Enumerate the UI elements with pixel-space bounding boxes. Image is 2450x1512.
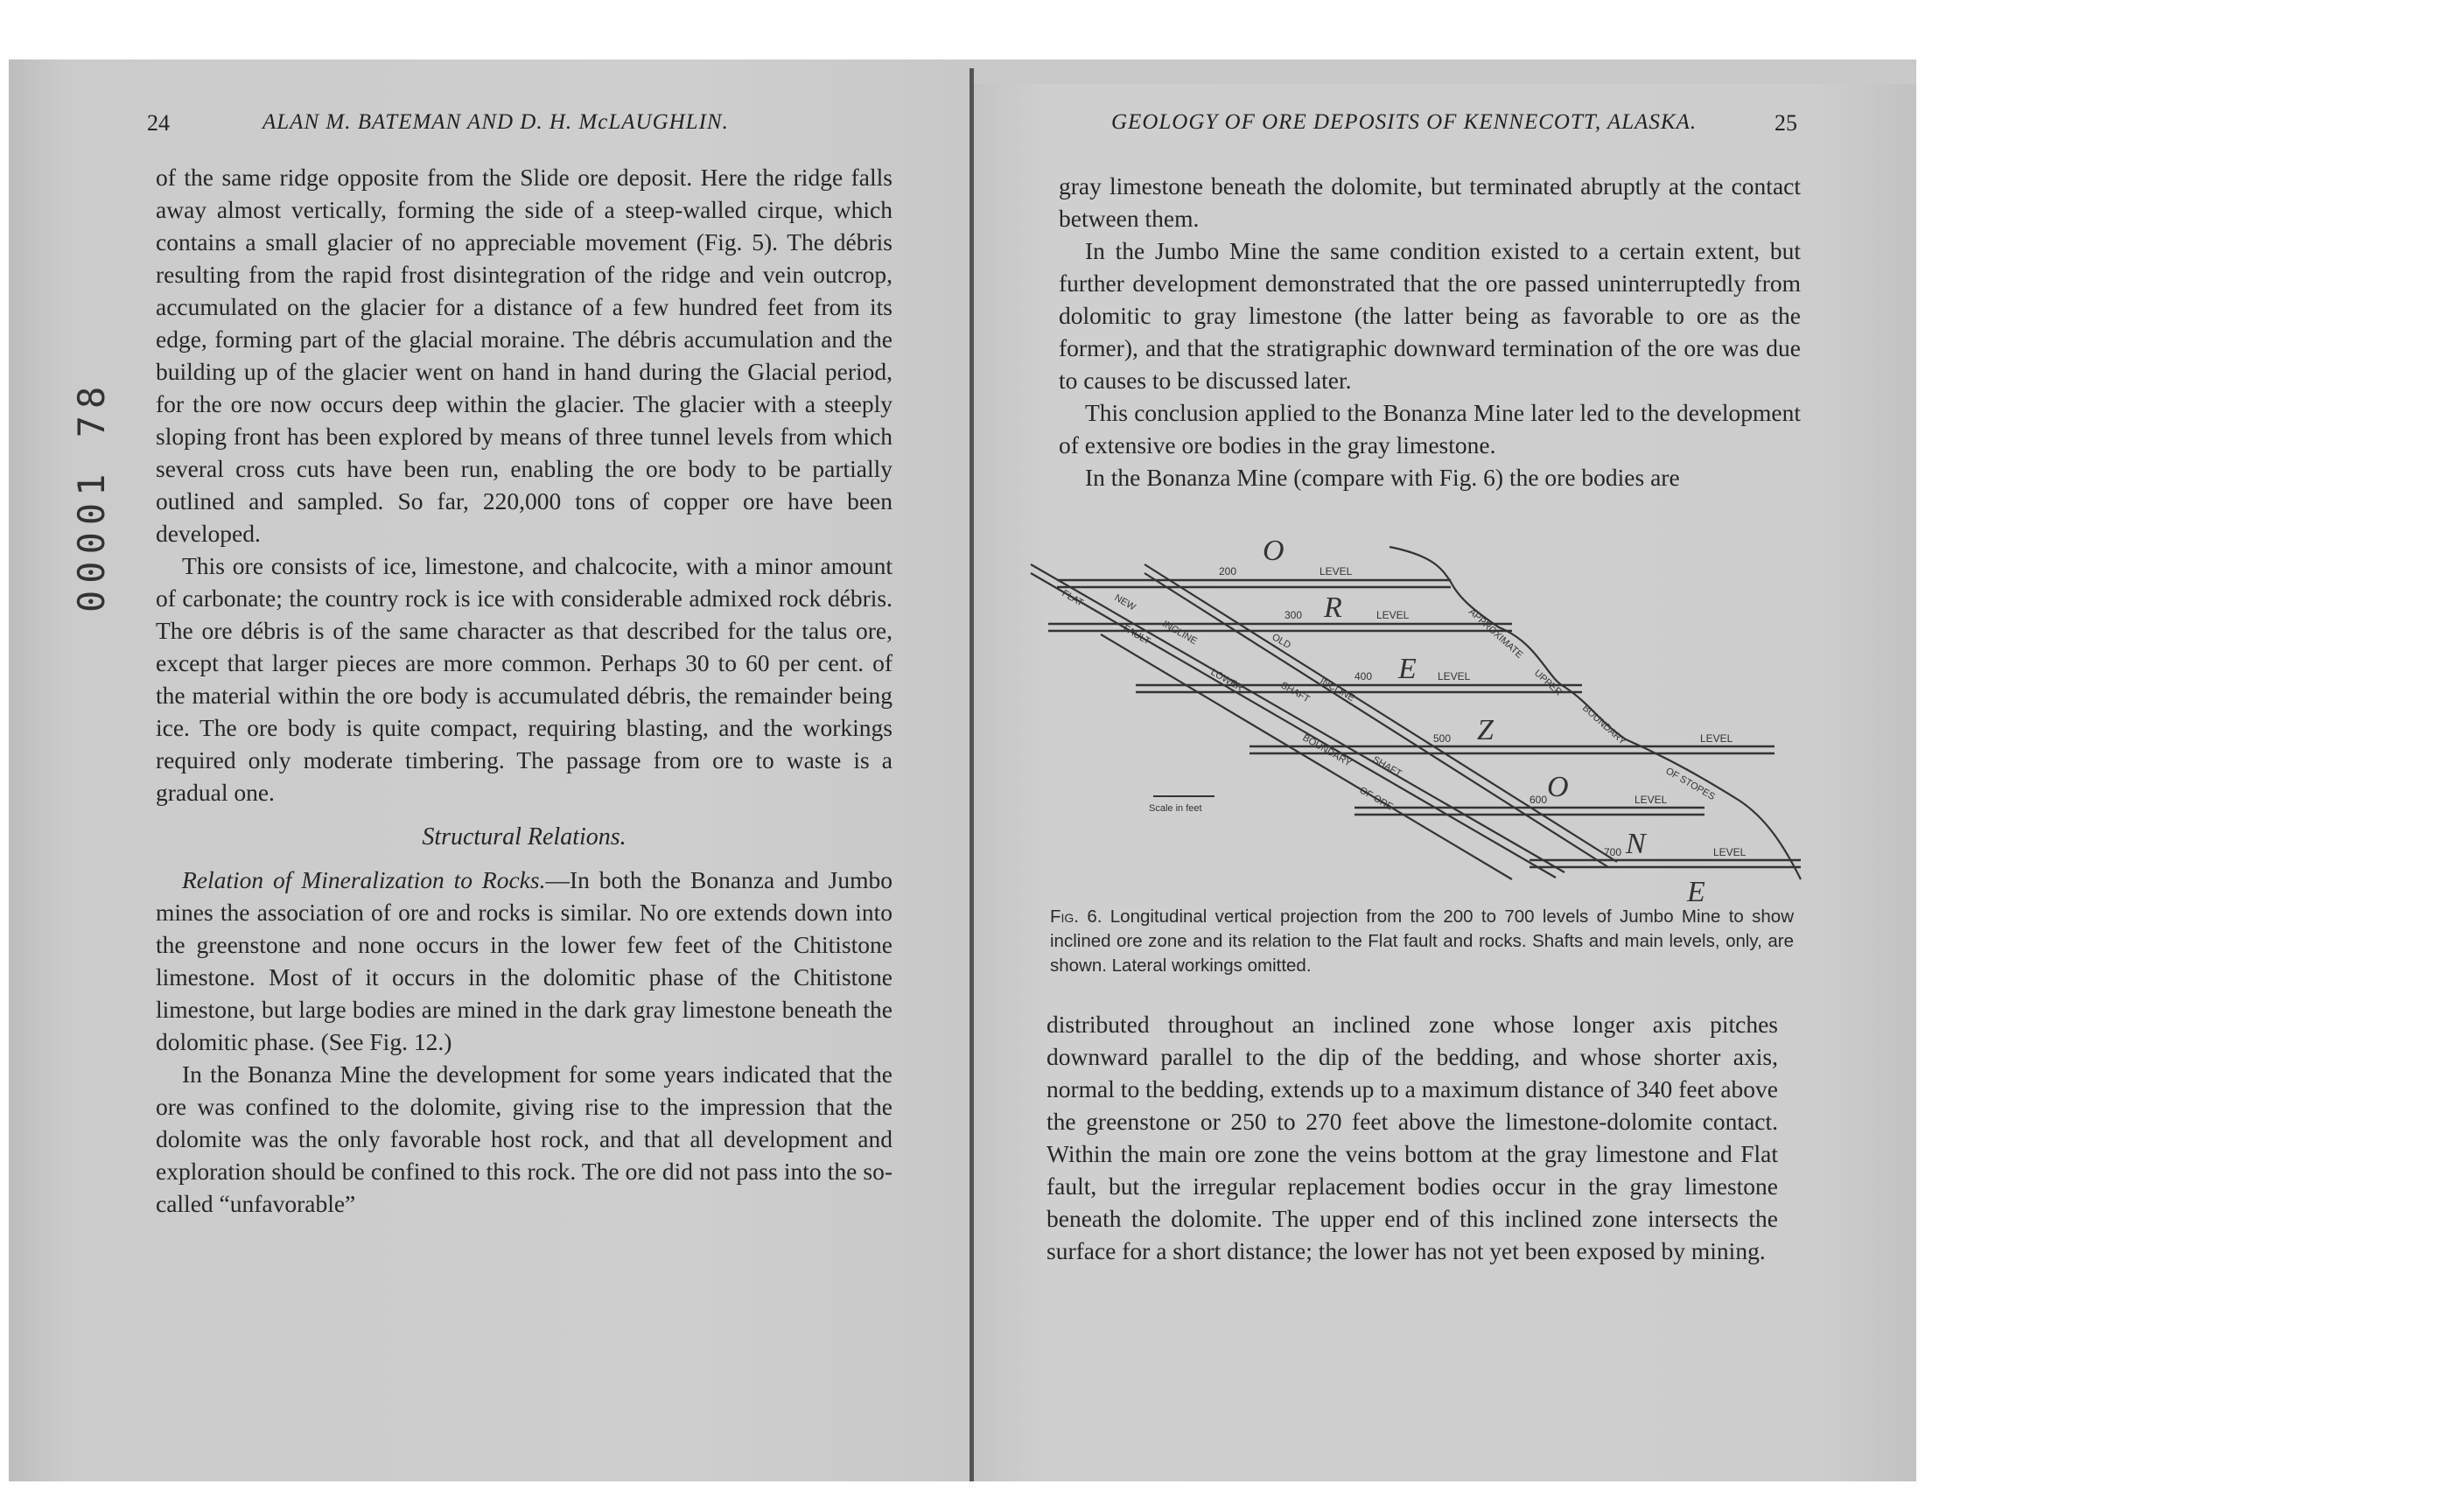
paragraph: In the Jumbo Mine the same condition existed to a certain extent, but further development demonstrated that the ore passed uninterruptedly from dolomitic to gray limestone (the latter being as favorable to ore as the former), and that the stratigraphic downward termination of the ore was due to causes to be discussed later.: [1059, 237, 1801, 394]
incline-label: INCLINE: [1318, 676, 1357, 704]
archive-stamp: 00001 78: [70, 379, 113, 612]
of-ore-label: OF ORE: [1357, 785, 1396, 813]
right-text-column-bottom: [1046, 1008, 1778, 1267]
right-text-column-top: [1059, 170, 1801, 494]
ore-zone-letter: N: [1626, 828, 1646, 860]
ore-zone-letter: Z: [1477, 714, 1494, 746]
figure-6-diagram: [1022, 529, 1818, 906]
paragraph: This ore consists of ice, limestone, and chalcocite, with a minor amount of carbonate; the country rock is ice with considerable admixed rock débris. The ore débris is of the same character as that described for the talus ore, except that larger pieces are more common. Perhaps 30 to 60 per cent. of the material within the ore body is accumulated débris, the remainder being ice. The ore body is quite compact, requiring blasting, and the workings required only moderate timbering. The passage from ore to waste is a gradual one.: [156, 552, 892, 806]
approximate-label: APPROXIMATE: [1466, 606, 1525, 661]
ore-zone-letter: O: [1263, 535, 1284, 567]
paragraph: of the same ridge opposite from the Slide ore deposit. Here the ridge falls away almost vertically, forming the side of a steep-walled cirque, which contains a small glacier of no appreciable movement (Fig. 5). The débris resulting from the rapid frost disintegration of the ridge and vein outcrop, accumulated on the glacier for a distance of a few hundred feet from its edge, forming part of the glacial moraine. The débris accumulation and the building up of the glacier went on hand in hand during the Glacial period, for the ore now occurs deep within the glacier. The glacier with a steeply sloping front has been explored by means of three tunnel levels from which several cross cuts have been run, enabling the ore body to be partially outlined and sampled. So far, 220,000 tons of copper ore have been developed.: [156, 164, 892, 547]
level-word: LEVEL: [1320, 565, 1353, 578]
ore-zone-letter: R: [1324, 592, 1342, 624]
level-word: LEVEL: [1713, 846, 1746, 858]
boundary-label: BOUNDARY: [1579, 703, 1628, 747]
run-in-heading: Relation of Mineralization to Rocks.: [182, 866, 546, 893]
ore-zone-letter: O: [1547, 771, 1569, 803]
level-number: 200: [1219, 565, 1237, 578]
level-word: LEVEL: [1376, 609, 1410, 621]
ore-zone-letters: [1263, 535, 1705, 906]
level-word: LEVEL: [1700, 732, 1733, 745]
level-number: 500: [1433, 732, 1452, 745]
ore-zone-letter: E: [1687, 876, 1705, 906]
incline-label: INCLINE: [1160, 619, 1200, 648]
figure-caption: [1050, 905, 1794, 978]
caption-figure-number: Fig. 6.: [1050, 906, 1102, 927]
ore-zone-letter: E: [1398, 653, 1417, 685]
level-word: LEVEL: [1438, 670, 1471, 682]
paragraph: In the Bonanza Mine the development for some years indicated that the ore was confined to the dolomite, giving rise to the impression that the dolomite was the only favorable host rock, and that all development and exploration should be confined to this rock. The ore did not pass into the so-called “unfavorable”: [156, 1060, 892, 1217]
level-number: 400: [1354, 670, 1373, 682]
right-running-head: GEOLOGY OF ORE DEPOSITS OF KENNECOTT, ALASKA.: [1111, 110, 1698, 134]
paragraph: This conclusion applied to the Bonanza Mine later led to the development of extensive ore bodies in the gray limestone.: [1059, 399, 1801, 458]
shaft-label: SHAFT: [1278, 680, 1312, 705]
paragraph: distributed throughout an inclined zone whose longer axis pitches downward parallel to the dip of the bedding, and whose shorter axis, normal to the bedding, extends up to a maximum distance of 340 feet above the greenstone or 250 to 270 feet above the limestone-dolomite contact. Within the main ore zone the veins bottom at the gray limestone and Flat fault, but the irregular replacement bodies occur in the gray limestone beneath the dolomite. The upper end of this inclined zone intersects the surface for a short distance; the lower has not yet been exposed by mining.: [1046, 1011, 1778, 1264]
book-spine: [970, 68, 974, 1481]
paragraph: gray limestone beneath the dolomite, but terminated abruptly at the contact between them.: [1059, 172, 1801, 232]
scale-bar: [1149, 796, 1214, 814]
upper-label: UPPER: [1531, 668, 1564, 698]
right-page-number: 25: [1774, 110, 1797, 136]
paragraph-text: —In both the Bonanza and Jumbo mines the association of ore and rocks is similar. No ore extends down into the greenstone and none occurs in the lower few feet of the Chitistone limestone. Most of it occurs in the dolomitic phase of the Chitistone limestone, but large bodies are mined in the dark gray limestone beneath the dolomitic phase. (See Fig. 12.): [156, 866, 892, 1055]
diagonal-labels: [1060, 588, 1717, 812]
paragraph: [156, 864, 892, 1058]
scale-label: Scale in feet: [1149, 803, 1202, 814]
new-label: NEW: [1112, 592, 1138, 613]
paragraph: In the Bonanza Mine (compare with Fig. 6) the ore bodies are: [1085, 464, 1680, 491]
lower-label: LOWER: [1208, 667, 1245, 694]
flat-label: FLAT: [1060, 588, 1086, 609]
left-text-column: [156, 161, 892, 1220]
shaft-label: SHAFT: [1370, 754, 1404, 780]
level-lines: [1048, 580, 1801, 867]
fault-label: FAULT: [1121, 623, 1152, 648]
of-stopes-label: OF STOPES: [1663, 766, 1717, 802]
boundary-label: BOUNDARY: [1300, 732, 1354, 769]
caption-text: Longitudinal vertical projection from the 200 to 700 levels of Jumbo Mine to show inclined ore zone and its relation to the Flat fault and rocks. Shafts and main levels, only, are shown. Lateral workings omitted.: [1050, 906, 1794, 976]
level-number: 300: [1284, 609, 1303, 621]
old-label: OLD: [1270, 632, 1293, 651]
level-word: LEVEL: [1634, 794, 1668, 806]
left-page-number: 24: [147, 110, 170, 136]
section-heading: Structural Relations.: [422, 823, 626, 850]
level-number: 700: [1604, 846, 1622, 858]
left-running-head: ALAN M. BATEMAN AND D. H. McLAUGHLIN.: [262, 110, 729, 134]
level-number: 600: [1530, 794, 1548, 806]
